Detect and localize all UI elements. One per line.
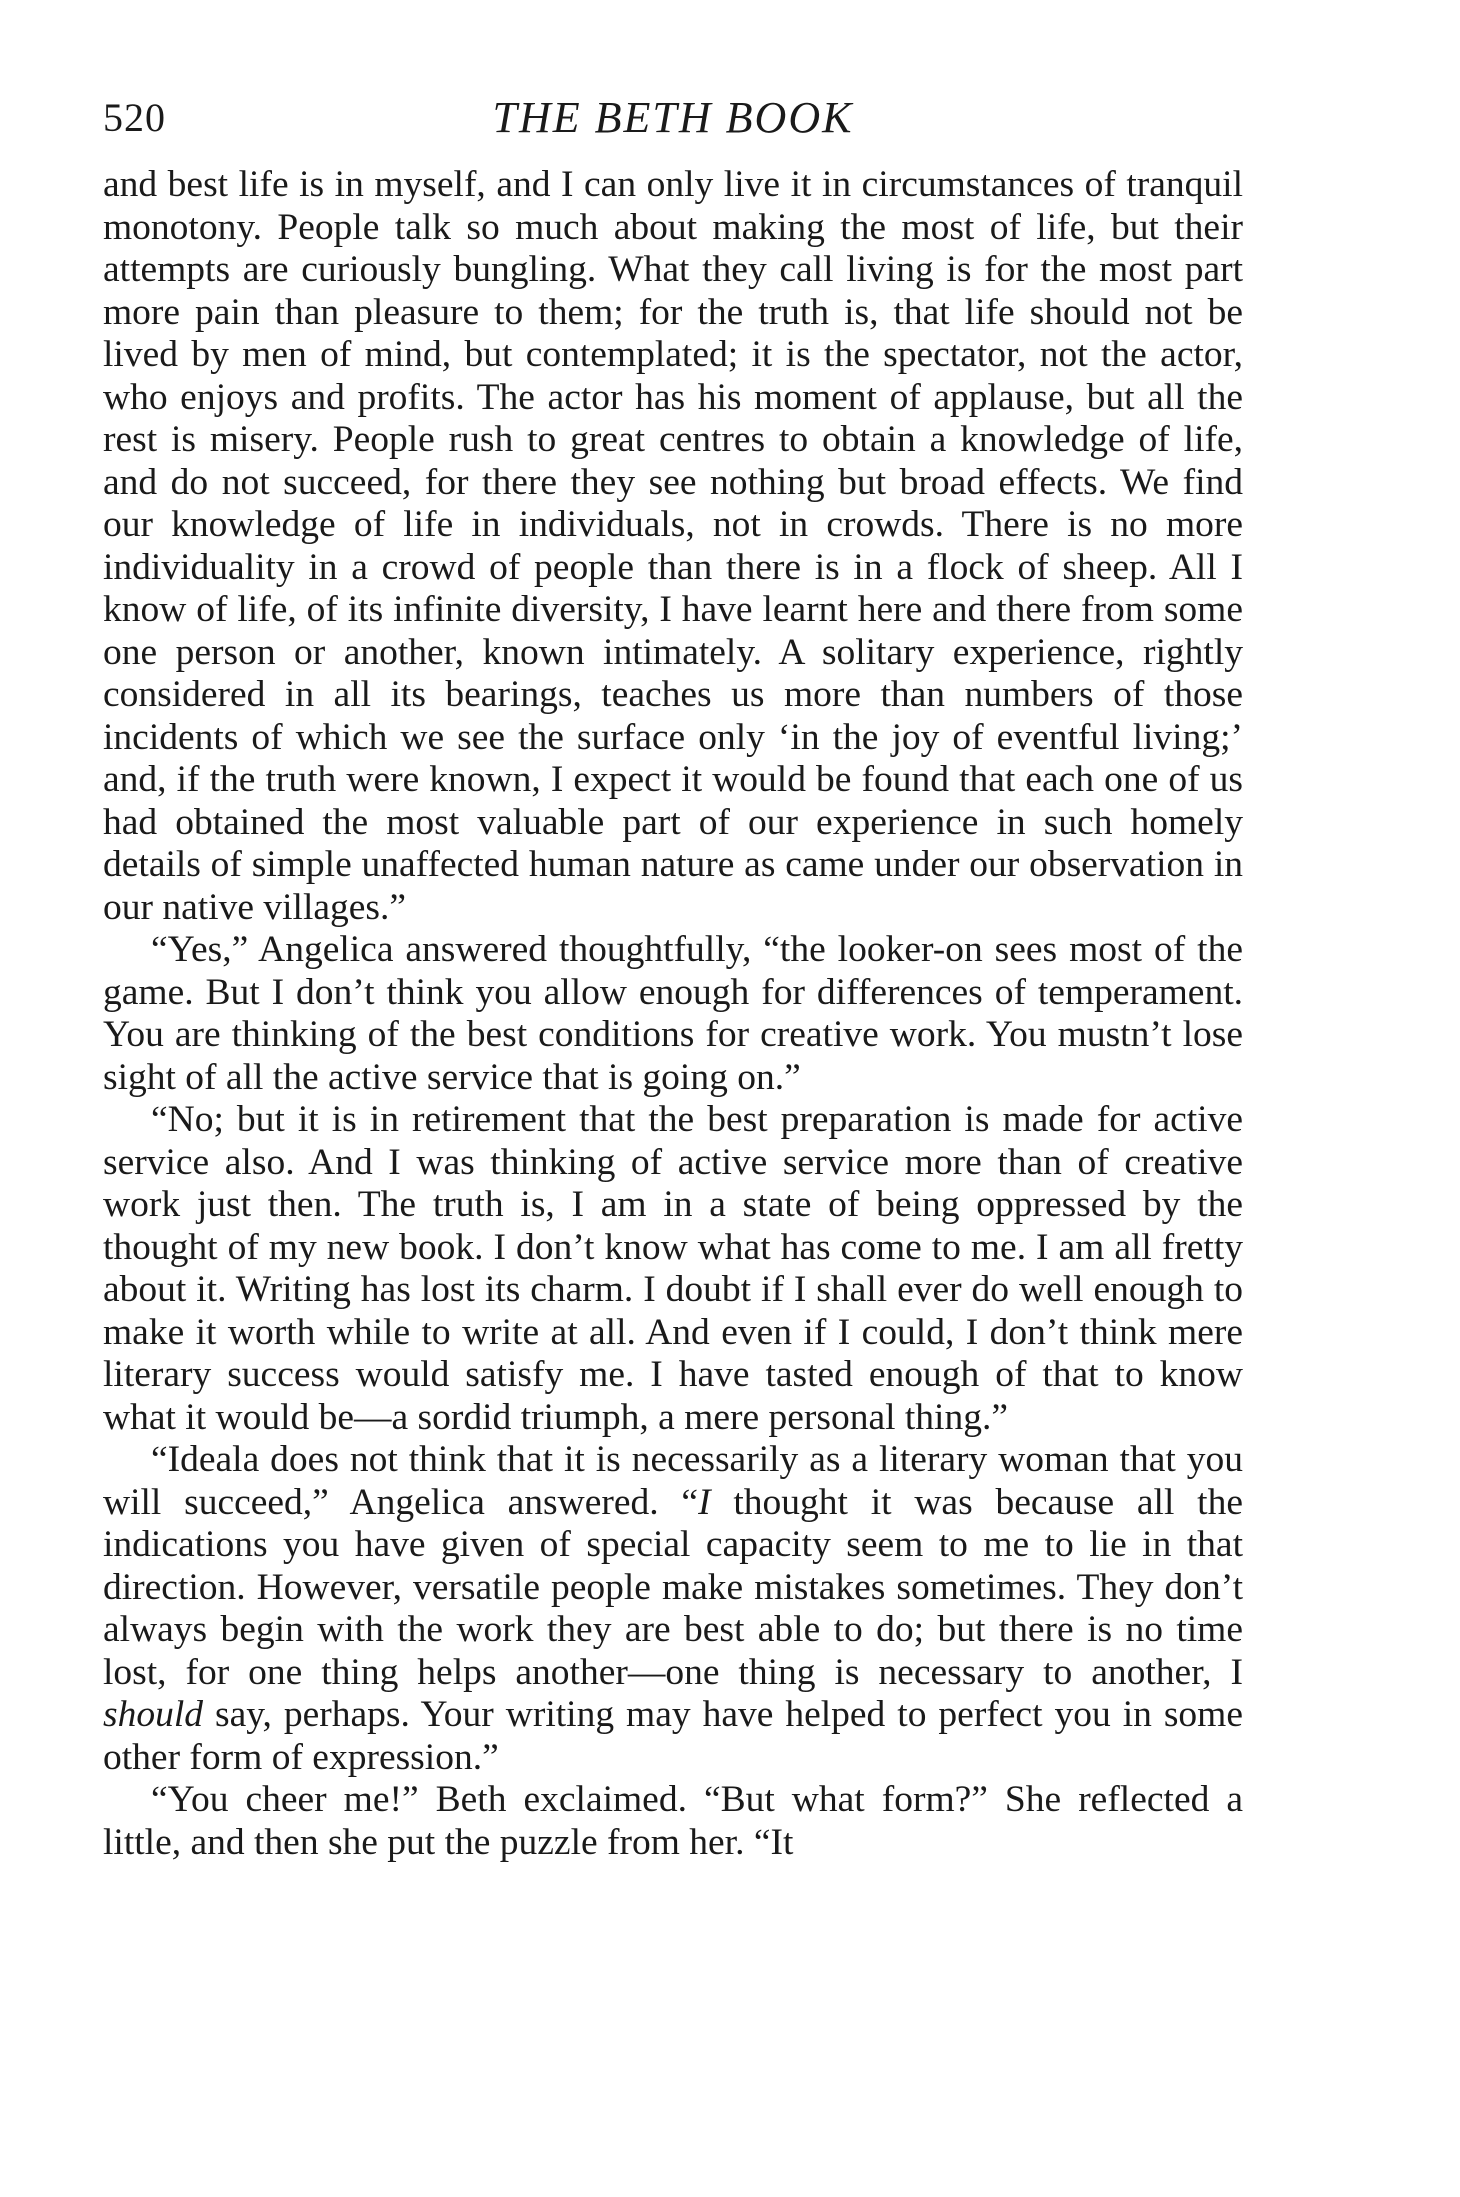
paragraph-continuation: and best life is in myself, and I can only live it in circumstances of tranquil monotony. People talk so much about making the most of life, but their attempts are curiously bungling. What they call living is for the most part more pain than pleasure to them; for the truth is, that life should not be lived by men of mind, but contemplated; it is the spectator, not the actor, who enjoys and profits. The actor has his moment of applause, but all the rest is misery. People rush to great centres to obtain a knowledge of life, and do not succeed, for there they see nothing but broad effects. We find our knowledge of life in individuals, not in crowds. There is no more individuality in a crowd of people than there is in a flock of sheep. All I know of life, of its infinite diversity, I have learnt here and there from some one person or another, known intimately. A solitary experience, rightly considered in all its bearings, teaches us more than numbers of those incidents of which we see the surface only ‘in the joy of eventful living;’ and, if the truth were known, I expect it would be found that each one of us had obtained the most valuable part of our experience in such homely details of simple unaffected human nature as came under our observation in our native villages.” xyxy=(103,164,1243,928)
text-segment: thought it was because all the indications you have given of special capacity seem to me to lie in that direction. However, versatile people make mistakes sometimes. They don’t always begin with the work they are best able to do; but there is no time lost, for one thing helps another—one thing is necessary to another, I xyxy=(103,1481,1243,1693)
body-text xyxy=(103,164,1243,1864)
paragraph-beth-exclaimed: “You cheer me!” Beth exclaimed. “But what form?” She reflected a little, and then she put the puzzle from her. “It xyxy=(103,1779,1243,1863)
paragraph-angelica-answer xyxy=(103,1439,1243,1779)
running-head xyxy=(103,88,1243,148)
emphasis-segment: I xyxy=(698,1481,711,1523)
text-segment: say, perhaps. Your writing may have helped to perfect you in some other form of expression.” xyxy=(103,1694,1243,1778)
paragraph-angelica-reply: “Yes,” Angelica answered thoughtfully, “the looker-on sees most of the game. But I don’t think you allow enough for differences of temperament. You are thinking of the best conditions for creative work. You mustn’t lose sight of all the active service that is going on.” xyxy=(103,929,1243,1098)
emphasis-segment: should xyxy=(103,1694,204,1735)
text-segment: “Ideala does not think that it is necessarily as a literary woman that you will succeed,” Angelica answered. “ xyxy=(103,1439,1243,1523)
page-number: 520 xyxy=(103,95,166,140)
running-title: THE BETH BOOK xyxy=(492,93,854,142)
paragraph-beth-reply: “No; but it is in retirement that the best preparation is made for active service also. And I was thinking of active service more than of creative work just then. The truth is, I am in a state of being oppressed by the thought of my new book. I don’t know what has come to me. I am all fretty about it. Writing has lost its charm. I doubt if I shall ever do well enough to make it worth while to write at all. And even if I could, I don’t think mere literary success would satisfy me. I have tasted enough of that to know what it would be—a sordid triumph, a mere personal thing.” xyxy=(103,1099,1243,1438)
